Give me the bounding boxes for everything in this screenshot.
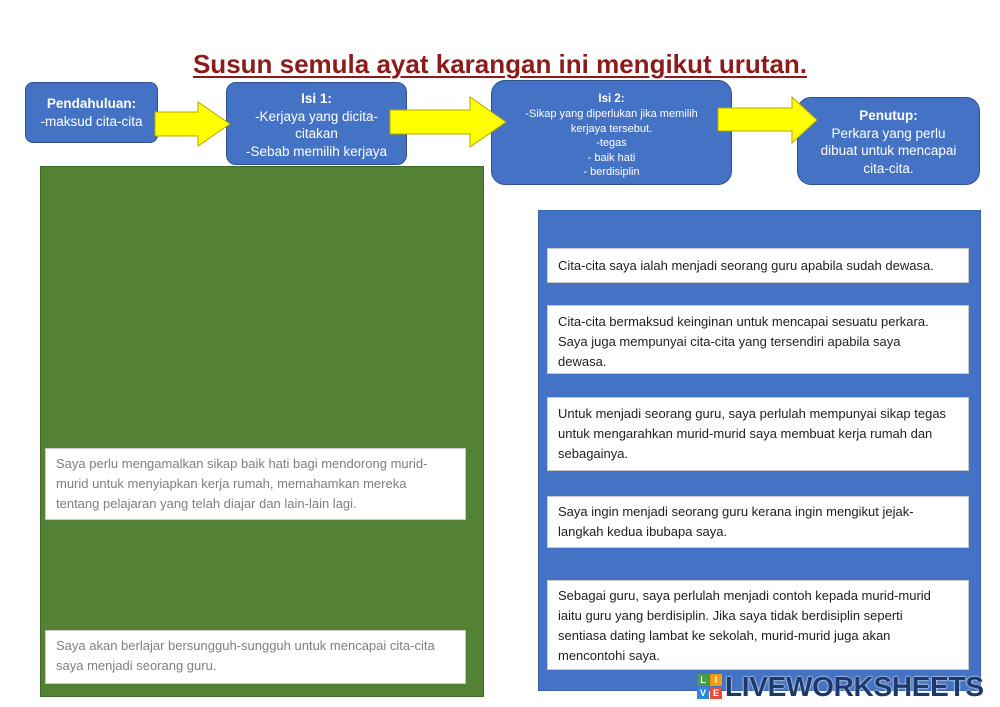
flow-arrow-2-right-arrow-icon <box>390 97 506 147</box>
flow-step-heading: Penutup: <box>859 108 918 123</box>
liveworksheets-logo <box>697 671 992 703</box>
flow-step-isi-1 <box>226 82 407 165</box>
sentence-card[interactable]: Saya ingin menjadi seorang guru kerana ingin mengikut jejak- langkah kedua ibubapa saya. <box>547 496 969 548</box>
logo-icon-letter: I <box>710 674 722 686</box>
flow-step-heading: Isi 1: <box>301 91 332 106</box>
flow-step-body: -Sikap yang diperlukan jika memilih kerjaya tersebut. -tegas - baik hati - berdisiplin <box>525 108 698 178</box>
placed-sentence-card[interactable]: Saya akan berlajar bersungguh-sungguh untuk mencapai cita-cita saya menjadi seorang guru. <box>45 630 466 684</box>
liveworksheets-logo-text: LIVEWORKSHEETS <box>725 671 984 702</box>
page-title: Susun semula ayat karangan ini mengikut urutan. <box>192 49 808 79</box>
logo-icon-letter: L <box>697 674 709 686</box>
flow-step-penutup <box>797 97 980 185</box>
flow-step-pendahuluan <box>25 82 158 143</box>
logo-icon-letter: V <box>697 687 709 699</box>
logo-icon-letter: E <box>710 687 722 699</box>
flow-step-isi-2 <box>491 80 732 185</box>
answer-drop-zone[interactable] <box>40 166 484 697</box>
liveworksheets-logo-icon <box>697 674 722 699</box>
sentence-card[interactable]: Cita-cita bermaksud keinginan untuk mencapai sesuatu perkara. Saya juga mempunyai cita-cita yang tersendiri apabila saya dewasa. <box>547 305 969 374</box>
flow-step-body: -Kerjaya yang dicita- citakan -Sebab memilih kerjaya <box>245 108 388 159</box>
sentence-card[interactable]: Untuk menjadi seorang guru, saya perlulah mempunyai sikap tegas untuk mengarahkan murid-murid saya membuat kerja rumah dan sebagainya. <box>547 397 969 471</box>
sentence-card[interactable]: Sebagai guru, saya perlulah menjadi contoh kepada murid-murid iaitu guru yang berdisiplin. Jika saya tidak berdisiplin seperti sentiasa dating lambat ke sekolah, murid-murid juga akan mencontohi saya. <box>547 580 969 670</box>
flow-step-body: Perkara yang perlu dibuat untuk mencapai cita-cita. <box>820 125 957 176</box>
flow-step-heading: Isi 2: <box>598 93 625 105</box>
sentence-card[interactable]: Cita-cita saya ialah menjadi seorang guru apabila sudah dewasa. <box>547 248 969 283</box>
flow-arrow-1-right-arrow-icon <box>155 102 230 146</box>
placed-sentence-card[interactable]: Saya perlu mengamalkan sikap baik hati bagi mendorong murid- murid untuk menyiapkan kerja rumah, memahamkan mereka tentang pelajaran yang telah diajar dan lain-lain lagi. <box>45 448 466 520</box>
flow-step-body: -maksud cita-cita <box>40 114 143 129</box>
flow-step-heading: Pendahuluan: <box>46 96 137 111</box>
